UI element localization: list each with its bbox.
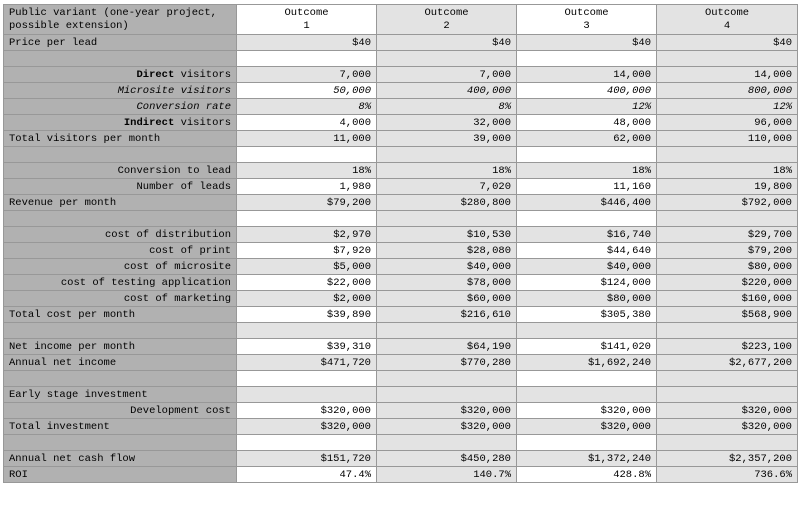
column-header-outcome-2 (377, 5, 517, 35)
row-label-rest: visitors (174, 116, 231, 129)
cell-spacer-5-outcome-1 (237, 371, 377, 387)
column-header-number: 4 (723, 19, 731, 32)
cell-roi-outcome-2: 140.7% (377, 467, 517, 483)
cell-direct-visitors-outcome-4: 14,000 (657, 67, 798, 83)
table-row-conversion-rate (4, 99, 798, 115)
cell-net-income-per-month-outcome-1: $39,310 (237, 339, 377, 355)
cell-cost-of-testing-application-outcome-3: $124,000 (517, 275, 657, 291)
cell-total-visitors-per-month-outcome-2: 39,000 (377, 131, 517, 147)
column-header-number: 3 (583, 19, 590, 32)
cell-annual-net-income-outcome-1: $471,720 (237, 355, 377, 371)
column-header-number: 2 (443, 19, 450, 32)
cell-annual-net-income-outcome-2: $770,280 (377, 355, 517, 371)
cell-roi-outcome-1: 47.4% (237, 467, 377, 483)
cell-direct-visitors-outcome-1: 7,000 (237, 67, 377, 83)
table-row-roi (4, 467, 798, 483)
cell-spacer-6-outcome-4 (657, 435, 798, 451)
cell-cost-of-microsite-outcome-4: $80,000 (657, 259, 798, 275)
cell-cost-of-distribution-outcome-1: $2,970 (237, 227, 377, 243)
cell-spacer-4-outcome-1 (237, 323, 377, 339)
cell-spacer-3-outcome-2 (377, 211, 517, 227)
cell-total-cost-per-month-outcome-2: $216,610 (377, 307, 517, 323)
row-label-conversion-rate: Conversion rate (4, 99, 237, 115)
cell-net-income-per-month-outcome-4: $223,100 (657, 339, 798, 355)
cell-annual-net-cash-flow-outcome-4: $2,357,200 (657, 451, 798, 467)
column-header-label: Outcome (704, 6, 750, 19)
cell-early-stage-investment-outcome-3 (517, 387, 657, 403)
cell-conversion-to-lead-outcome-1: 18% (237, 163, 377, 179)
row-label-spacer-6 (4, 435, 237, 451)
cell-spacer-2-outcome-2 (377, 147, 517, 163)
row-label-bold-part: Direct (136, 68, 175, 81)
financial-model-table (3, 4, 798, 483)
row-label-microsite-visitors: Microsite visitors (4, 83, 237, 99)
cell-price-per-lead-outcome-4: $40 (657, 35, 798, 51)
row-label-rest: visitors (174, 68, 231, 81)
table-row-total-cost-per-month (4, 307, 798, 323)
table-title-line2: possible extension) (9, 19, 129, 32)
cell-cost-of-distribution-outcome-4: $29,700 (657, 227, 798, 243)
cell-spacer-1-outcome-4 (657, 51, 798, 67)
cell-spacer-1-outcome-2 (377, 51, 517, 67)
table-row-spacer-4 (4, 323, 798, 339)
cell-direct-visitors-outcome-3: 14,000 (517, 67, 657, 83)
cell-spacer-6-outcome-2 (377, 435, 517, 451)
cell-conversion-rate-outcome-3: 12% (517, 99, 657, 115)
cell-conversion-to-lead-outcome-2: 18% (377, 163, 517, 179)
table-row-total-visitors-per-month (4, 131, 798, 147)
cell-annual-net-income-outcome-3: $1,692,240 (517, 355, 657, 371)
row-label-direct-visitors (4, 67, 237, 83)
table-row-price-per-lead (4, 35, 798, 51)
cell-net-income-per-month-outcome-2: $64,190 (377, 339, 517, 355)
table-row-total-investment (4, 419, 798, 435)
row-label-spacer-3 (4, 211, 237, 227)
cell-early-stage-investment-outcome-2 (377, 387, 517, 403)
row-label-spacer-2 (4, 147, 237, 163)
cell-total-cost-per-month-outcome-3: $305,380 (517, 307, 657, 323)
cell-spacer-5-outcome-2 (377, 371, 517, 387)
cell-total-visitors-per-month-outcome-3: 62,000 (517, 131, 657, 147)
cell-annual-net-income-outcome-4: $2,677,200 (657, 355, 798, 371)
cell-cost-of-distribution-outcome-3: $16,740 (517, 227, 657, 243)
cell-total-visitors-per-month-outcome-4: 110,000 (657, 131, 798, 147)
cell-conversion-to-lead-outcome-3: 18% (517, 163, 657, 179)
cell-spacer-6-outcome-1 (237, 435, 377, 451)
cell-direct-visitors-outcome-2: 7,000 (377, 67, 517, 83)
row-label-spacer-1 (4, 51, 237, 67)
cell-indirect-visitors-outcome-3: 48,000 (517, 115, 657, 131)
cell-total-investment-outcome-3: $320,000 (517, 419, 657, 435)
cell-price-per-lead-outcome-1: $40 (237, 35, 377, 51)
cell-spacer-4-outcome-4 (657, 323, 798, 339)
cell-spacer-5-outcome-3 (517, 371, 657, 387)
cell-cost-of-print-outcome-3: $44,640 (517, 243, 657, 259)
table-row-conversion-to-lead (4, 163, 798, 179)
table-row-spacer-5 (4, 371, 798, 387)
cell-cost-of-marketing-outcome-4: $160,000 (657, 291, 798, 307)
cell-early-stage-investment-outcome-1 (237, 387, 377, 403)
cell-spacer-2-outcome-3 (517, 147, 657, 163)
table-row-indirect-visitors (4, 115, 798, 131)
table-row-spacer-1 (4, 51, 798, 67)
cell-cost-of-print-outcome-4: $79,200 (657, 243, 798, 259)
row-label-cost-of-microsite: cost of microsite (4, 259, 237, 275)
table-row-spacer-2 (4, 147, 798, 163)
column-header-label: Outcome (284, 6, 329, 19)
row-label-cost-of-marketing: cost of marketing (4, 291, 237, 307)
table-row-early-stage-investment (4, 387, 798, 403)
row-label-spacer-5 (4, 371, 237, 387)
row-label-total-visitors-per-month: Total visitors per month (4, 131, 237, 147)
cell-annual-net-cash-flow-outcome-2: $450,280 (377, 451, 517, 467)
cell-spacer-1-outcome-1 (237, 51, 377, 67)
cell-spacer-5-outcome-4 (657, 371, 798, 387)
cell-annual-net-cash-flow-outcome-3: $1,372,240 (517, 451, 657, 467)
cell-microsite-visitors-outcome-4: 800,000 (657, 83, 798, 99)
cell-roi-outcome-3: 428.8% (517, 467, 657, 483)
table-row-spacer-3 (4, 211, 798, 227)
cell-development-cost-outcome-4: $320,000 (657, 403, 798, 419)
row-label-conversion-to-lead: Conversion to lead (4, 163, 237, 179)
cell-spacer-1-outcome-3 (517, 51, 657, 67)
cell-price-per-lead-outcome-2: $40 (377, 35, 517, 51)
row-label-spacer-4 (4, 323, 237, 339)
cell-spacer-2-outcome-4 (657, 147, 798, 163)
column-header-label: Outcome (424, 6, 469, 19)
cell-number-of-leads-outcome-2: 7,020 (377, 179, 517, 195)
cell-spacer-2-outcome-1 (237, 147, 377, 163)
cell-cost-of-distribution-outcome-2: $10,530 (377, 227, 517, 243)
cell-spacer-4-outcome-2 (377, 323, 517, 339)
column-header-number: 1 (303, 19, 310, 32)
cell-number-of-leads-outcome-3: 11,160 (517, 179, 657, 195)
cell-cost-of-microsite-outcome-1: $5,000 (237, 259, 377, 275)
cell-annual-net-cash-flow-outcome-1: $151,720 (237, 451, 377, 467)
cell-cost-of-testing-application-outcome-1: $22,000 (237, 275, 377, 291)
table-row-microsite-visitors (4, 83, 798, 99)
row-label-price-per-lead: Price per lead (4, 35, 237, 51)
table-row-cost-of-print (4, 243, 798, 259)
cell-cost-of-microsite-outcome-3: $40,000 (517, 259, 657, 275)
table-row-cost-of-distribution (4, 227, 798, 243)
table-title-cell (4, 5, 237, 35)
table-row-cost-of-testing-application (4, 275, 798, 291)
table-row-cost-of-marketing (4, 291, 798, 307)
cell-conversion-to-lead-outcome-4: 18% (657, 163, 798, 179)
cell-conversion-rate-outcome-1: 8% (237, 99, 377, 115)
header-row (4, 5, 798, 35)
row-label-cost-of-distribution: cost of distribution (4, 227, 237, 243)
cell-development-cost-outcome-2: $320,000 (377, 403, 517, 419)
table-row-net-income-per-month (4, 339, 798, 355)
cell-microsite-visitors-outcome-2: 400,000 (377, 83, 517, 99)
cell-cost-of-microsite-outcome-2: $40,000 (377, 259, 517, 275)
row-label-development-cost: Development cost (4, 403, 237, 419)
cell-revenue-per-month-outcome-3: $446,400 (517, 195, 657, 211)
cell-cost-of-marketing-outcome-3: $80,000 (517, 291, 657, 307)
column-header-label: Outcome (564, 6, 609, 19)
cell-conversion-rate-outcome-4: 12% (657, 99, 798, 115)
cell-cost-of-testing-application-outcome-4: $220,000 (657, 275, 798, 291)
cell-spacer-3-outcome-1 (237, 211, 377, 227)
row-label-total-investment: Total investment (4, 419, 237, 435)
row-label-total-cost-per-month: Total cost per month (4, 307, 237, 323)
cell-indirect-visitors-outcome-4: 96,000 (657, 115, 798, 131)
cell-revenue-per-month-outcome-4: $792,000 (657, 195, 798, 211)
row-label-roi: ROI (4, 467, 237, 483)
cell-roi-outcome-4: 736.6% (657, 467, 798, 483)
cell-net-income-per-month-outcome-3: $141,020 (517, 339, 657, 355)
table-row-development-cost (4, 403, 798, 419)
row-label-early-stage-investment: Early stage investment (4, 387, 237, 403)
row-label-net-income-per-month: Net income per month (4, 339, 237, 355)
row-label-cost-of-testing-application: cost of testing application (4, 275, 237, 291)
row-label-bold-part: Indirect (123, 116, 175, 129)
cell-cost-of-marketing-outcome-1: $2,000 (237, 291, 377, 307)
cell-cost-of-print-outcome-1: $7,920 (237, 243, 377, 259)
table-row-annual-net-income (4, 355, 798, 371)
cell-number-of-leads-outcome-1: 1,980 (237, 179, 377, 195)
table-row-revenue-per-month (4, 195, 798, 211)
cell-price-per-lead-outcome-3: $40 (517, 35, 657, 51)
cell-development-cost-outcome-1: $320,000 (237, 403, 377, 419)
row-label-indirect-visitors (4, 115, 237, 131)
cell-revenue-per-month-outcome-2: $280,800 (377, 195, 517, 211)
cell-total-investment-outcome-2: $320,000 (377, 419, 517, 435)
row-label-annual-net-cash-flow: Annual net cash flow (4, 451, 237, 467)
table-row-annual-net-cash-flow (4, 451, 798, 467)
column-header-outcome-1 (237, 5, 377, 35)
table-row-cost-of-microsite (4, 259, 798, 275)
table-body (4, 35, 798, 483)
column-header-outcome-3 (517, 5, 657, 35)
cell-total-investment-outcome-1: $320,000 (237, 419, 377, 435)
table-row-number-of-leads (4, 179, 798, 195)
cell-development-cost-outcome-3: $320,000 (517, 403, 657, 419)
table-header (4, 5, 798, 35)
table-row-direct-visitors (4, 67, 798, 83)
cell-number-of-leads-outcome-4: 19,800 (657, 179, 798, 195)
cell-conversion-rate-outcome-2: 8% (377, 99, 517, 115)
cell-spacer-3-outcome-4 (657, 211, 798, 227)
cell-cost-of-print-outcome-2: $28,080 (377, 243, 517, 259)
cell-cost-of-marketing-outcome-2: $60,000 (377, 291, 517, 307)
row-label-revenue-per-month: Revenue per month (4, 195, 237, 211)
cell-spacer-3-outcome-3 (517, 211, 657, 227)
row-label-cost-of-print: cost of print (4, 243, 237, 259)
cell-microsite-visitors-outcome-1: 50,000 (237, 83, 377, 99)
cell-revenue-per-month-outcome-1: $79,200 (237, 195, 377, 211)
row-label-number-of-leads: Number of leads (4, 179, 237, 195)
row-label-annual-net-income: Annual net income (4, 355, 237, 371)
cell-total-cost-per-month-outcome-1: $39,890 (237, 307, 377, 323)
cell-spacer-6-outcome-3 (517, 435, 657, 451)
cell-indirect-visitors-outcome-1: 4,000 (237, 115, 377, 131)
cell-total-investment-outcome-4: $320,000 (657, 419, 798, 435)
cell-total-visitors-per-month-outcome-1: 11,000 (237, 131, 377, 147)
cell-total-cost-per-month-outcome-4: $568,900 (657, 307, 798, 323)
table-title-line1: Public variant (one-year project, (9, 6, 217, 19)
cell-cost-of-testing-application-outcome-2: $78,000 (377, 275, 517, 291)
cell-spacer-4-outcome-3 (517, 323, 657, 339)
cell-microsite-visitors-outcome-3: 400,000 (517, 83, 657, 99)
table-row-spacer-6 (4, 435, 798, 451)
cell-early-stage-investment-outcome-4 (657, 387, 798, 403)
cell-indirect-visitors-outcome-2: 32,000 (377, 115, 517, 131)
column-header-outcome-4 (657, 5, 798, 35)
